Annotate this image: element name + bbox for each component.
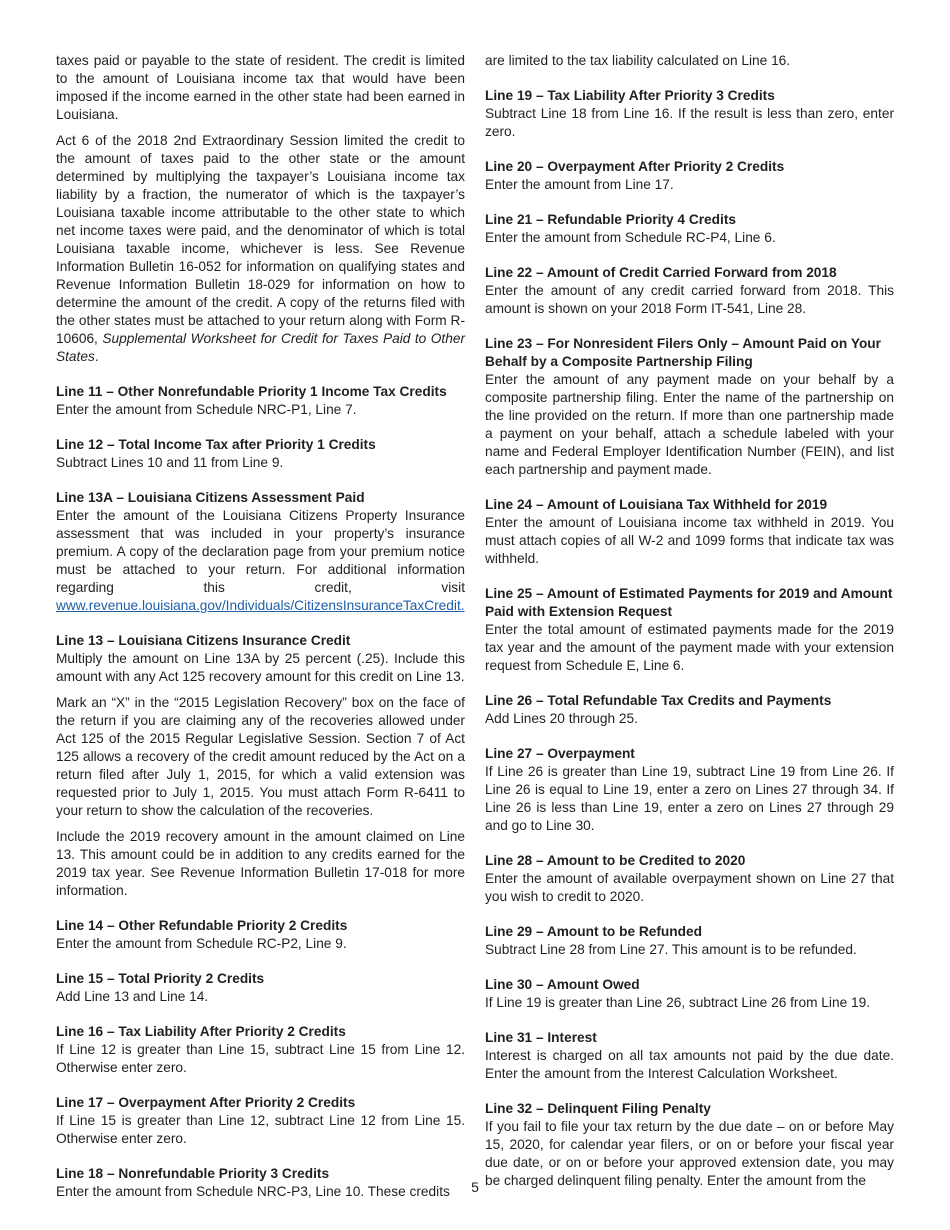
line-28-heading: Line 28 – Amount to be Credited to 2020 (485, 853, 746, 868)
line-20-heading: Line 20 – Overpayment After Priority 2 Credits (485, 159, 785, 174)
line-13-heading: Line 13 – Louisiana Citizens Insurance Credit (56, 633, 351, 648)
line-25-section (485, 585, 894, 675)
line-26-text: Add Lines 20 through 25. (485, 711, 638, 726)
line-17-text: If Line 15 is greater than Line 12, subtract Line 12 from Line 15. Otherwise enter zero. (56, 1113, 465, 1146)
line-21-text: Enter the amount from Schedule RC-P4, Line 6. (485, 230, 776, 245)
line-12-text: Subtract Lines 10 and 11 from Line 9. (56, 455, 284, 470)
line-14-section (56, 917, 465, 953)
line-17-section (56, 1094, 465, 1148)
line-27-heading: Line 27 – Overpayment (485, 746, 635, 761)
line-16-heading: Line 16 – Tax Liability After Priority 2 Credits (56, 1024, 346, 1039)
line-29-text: Subtract Line 28 from Line 27. This amount is to be refunded. (485, 942, 857, 957)
line-28-section (485, 852, 894, 906)
line-20-section (485, 158, 894, 194)
line-16-section (56, 1023, 465, 1077)
intro-paragraph-1: taxes paid or payable to the state of resident. The credit is limited to the amount of Louisiana income tax that would have been imposed if the income earned in the other state had been earned in Louisiana. (56, 53, 465, 122)
left-column (56, 52, 465, 1201)
line-13a-text-body: Enter the amount of the Louisiana Citizens Property Insurance assessment that was included in your property’s insurance premium. A copy of the declaration page from your premium notice must be attached to your return. For additional information regarding this credit, visit (56, 508, 465, 595)
line-32-text: If you fail to file your tax return by the due date – on or before May 15, 2020, for calendar year filers, or on or before your fiscal year due date, or on or before your approved extension date, you may be charged delinquent filing penalty. Enter the amount from the (485, 1119, 894, 1188)
line-13-section (56, 632, 465, 900)
line-22-heading: Line 22 – Amount of Credit Carried Forward from 2018 (485, 265, 837, 280)
line-23-heading: Line 23 – For Nonresident Filers Only – Amount Paid on Your Behalf by a Composite Partnership Filing (485, 336, 881, 369)
line-12-heading: Line 12 – Total Income Tax after Priority 1 Credits (56, 437, 376, 452)
line-14-heading: Line 14 – Other Refundable Priority 2 Credits (56, 918, 348, 933)
line-13-text-3: Include the 2019 recovery amount in the amount claimed on Line 13. This amount could be in addition to any credits earned for the 2019 tax year. See Revenue Information Bulletin 17-018 for more information. (56, 829, 465, 898)
line-29-section (485, 923, 894, 959)
line-22-section (485, 264, 894, 318)
intro-paragraph-2 (56, 132, 465, 366)
line-13a-heading: Line 13A – Louisiana Citizens Assessment Paid (56, 490, 365, 505)
line-31-text: Interest is charged on all tax amounts not paid by the due date. Enter the amount from the Interest Calculation Worksheet. (485, 1048, 894, 1081)
line-32-section (485, 1100, 894, 1190)
line-15-text: Add Line 13 and Line 14. (56, 989, 209, 1004)
line-23-section (485, 335, 894, 479)
line-11-text: Enter the amount from Schedule NRC-P1, Line 7. (56, 402, 357, 417)
line-26-heading: Line 26 – Total Refundable Tax Credits and Payments (485, 693, 832, 708)
citizens-insurance-link[interactable]: www.revenue.louisiana.gov/Individuals/CitizensInsuranceTaxCredit. (56, 598, 465, 613)
worksheet-title: Supplemental Worksheet for Credit for Taxes Paid to Other States (56, 331, 466, 364)
line-13-text-1: Multiply the amount on Line 13A by 25 percent (.25). Include this amount with any Act 125 recovery amount for this credit on Line 13. (56, 651, 465, 684)
line-15-heading: Line 15 – Total Priority 2 Credits (56, 971, 265, 986)
line-21-section (485, 211, 894, 247)
line-12-section (56, 436, 465, 472)
line-32-heading: Line 32 – Delinquent Filing Penalty (485, 1101, 711, 1116)
line-21-heading: Line 21 – Refundable Priority 4 Credits (485, 212, 737, 227)
line-20-text: Enter the amount from Line 17. (485, 177, 674, 192)
line-18-heading: Line 18 – Nonrefundable Priority 3 Credits (56, 1166, 330, 1181)
line-22-text: Enter the amount of any credit carried forward from 2018. This amount is shown on your 2018 Form IT-541, Line 28. (485, 283, 894, 316)
line-29-heading: Line 29 – Amount to be Refunded (485, 924, 702, 939)
line-11-heading: Line 11 – Other Nonrefundable Priority 1 Income Tax Credits (56, 384, 447, 399)
line-17-heading: Line 17 – Overpayment After Priority 2 Credits (56, 1095, 356, 1110)
line-13a-text (56, 507, 465, 615)
line-30-section (485, 976, 894, 1012)
line-28-text: Enter the amount of available overpayment shown on Line 27 that you wish to credit to 2020. (485, 871, 894, 904)
line-30-heading: Line 30 – Amount Owed (485, 977, 640, 992)
line-25-text: Enter the total amount of estimated payments made for the 2019 tax year and the amount of the payment made with your extension request from Schedule E, Line 6. (485, 622, 894, 673)
line-30-text: If Line 19 is greater than Line 26, subtract Line 26 from Line 19. (485, 995, 871, 1010)
line-16-text: If Line 12 is greater than Line 15, subtract Line 15 from Line 12. Otherwise enter zero. (56, 1042, 465, 1075)
line-31-section (485, 1029, 894, 1083)
page-number: 5 (471, 1179, 479, 1195)
line-26-section (485, 692, 894, 728)
line-27-section (485, 745, 894, 835)
line-24-section (485, 496, 894, 568)
line-31-heading: Line 31 – Interest (485, 1030, 597, 1045)
line-11-section (56, 383, 465, 419)
line-13-text-2: Mark an “X” in the “2015 Legislation Recovery” box on the face of the return if you are claiming any of the recoveries allowed under Act 125 of the 2015 Regular Legislative Session. Section 7 of Act 125 allows a recovery of the credit amount reduced by the Act on a return filed after July 1, 2015, for which a valid extension was requested prior to July 1, 2015. You must attach Form R-6411 to your return to show the calculation of the recoveries. (56, 695, 465, 818)
line-19-section (485, 87, 894, 141)
line-19-heading: Line 19 – Tax Liability After Priority 3 Credits (485, 88, 775, 103)
line-18-text: Enter the amount from Schedule NRC-P3, Line 10. These credits (56, 1184, 450, 1199)
line-24-text: Enter the amount of Louisiana income tax withheld in 2019. You must attach copies of all W-2 and 1099 forms that indicate tax was withheld. (485, 515, 894, 566)
line-14-text: Enter the amount from Schedule RC-P2, Line 9. (56, 936, 347, 951)
continued-text: are limited to the tax liability calculated on Line 16. (485, 53, 791, 68)
intro-paragraph-2-text: Act 6 of the 2018 2nd Extraordinary Session limited the credit to the amount of taxes paid to the other state or the amount determined by multiplying the taxpayer’s Louisiana income tax liability by a fraction, the numerator of which is the taxpayer’s Louisiana taxable income attributable to the other state to which net income taxes were paid, and the denominator of which is total Louisiana taxable income, whichever is less. See Revenue Information Bulletin 16-052 for information on qualifying states and Revenue Information Bulletin 18-029 for information on how to determine the amount of the credit. A copy of the returns filed with the other states must be attached to your return along with Form R-10606, (56, 133, 465, 346)
line-27-text: If Line 26 is greater than Line 19, subtract Line 19 from Line 26. If Line 26 is equal to Line 19, enter a zero on Lines 27 through 34. If Line 26 is less than Line 19, enter a zero on Lines 27 through 29 and go to Line 30. (485, 764, 894, 833)
line-13a-section (56, 489, 465, 615)
line-23-text: Enter the amount of any payment made on your behalf by a composite partnership filing. Enter the name of the partnership on the line provided on the return. If more than one partnership made a payment on your behalf, attach a schedule labeled with your name and Federal Employer Identification Number (FEIN), and list each partnership and payment made. (485, 372, 894, 477)
right-column (485, 52, 894, 1190)
line-25-heading: Line 25 – Amount of Estimated Payments for 2019 and Amount Paid with Extension Request (485, 586, 893, 619)
line-19-text: Subtract Line 18 from Line 16. If the result is less than zero, enter zero. (485, 106, 894, 139)
line-24-heading: Line 24 – Amount of Louisiana Tax Withheld for 2019 (485, 497, 828, 512)
line-15-section (56, 970, 465, 1006)
intro-paragraph-2-end: . (94, 349, 99, 364)
